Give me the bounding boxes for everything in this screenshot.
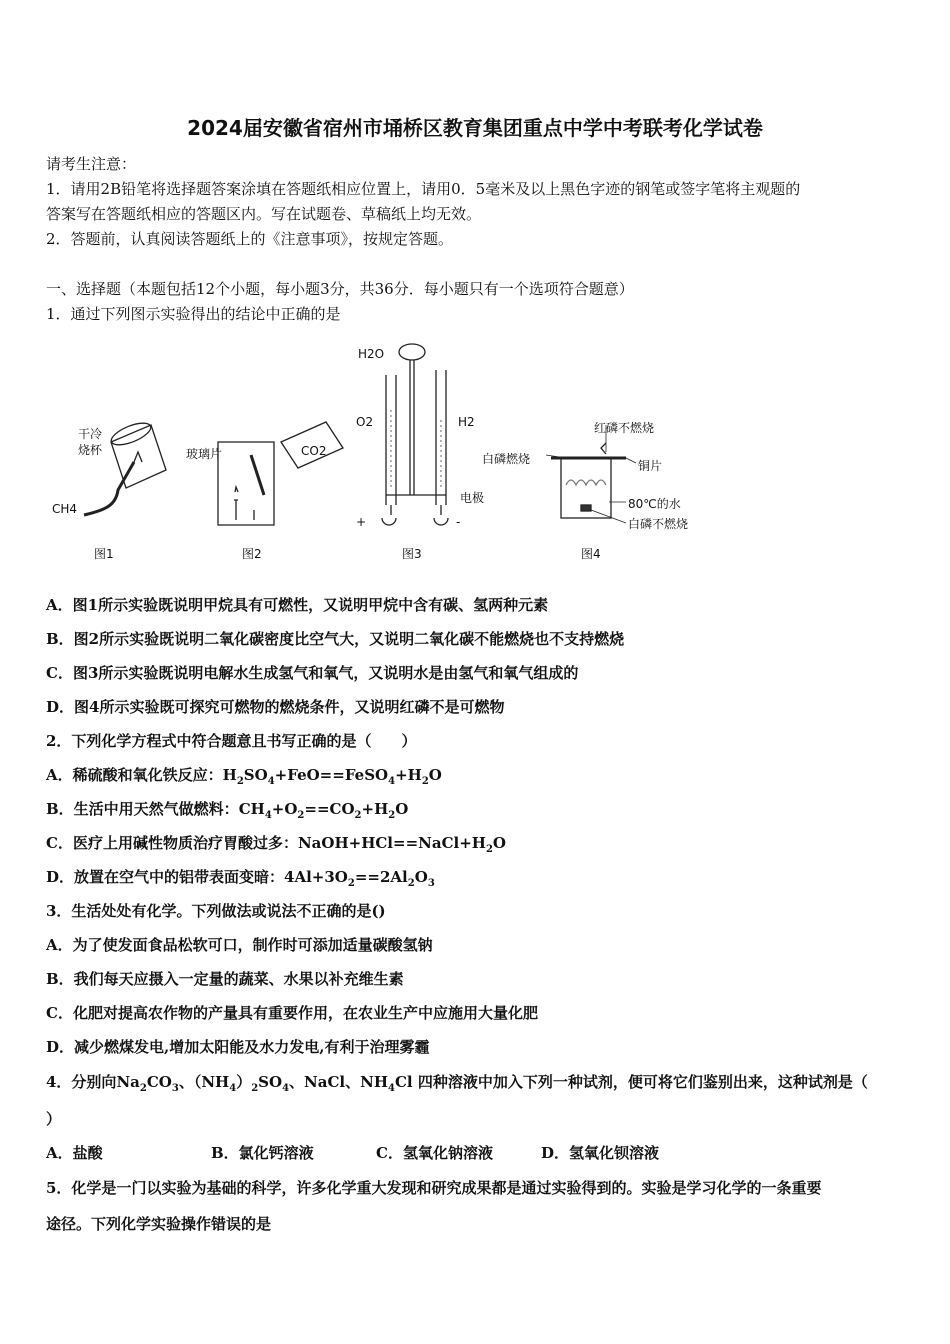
q5-line-1: 5．化学是一门以实验为基础的科学，许多化学重大发现和研究成果都是通过实验得到的。实验是学习化学的一条重要 (46, 1179, 822, 1197)
q2-option-c: C．医疗上用碱性物质治疗胃酸过多：$NaOH+HCl==NaCl+H_2O$ (46, 834, 506, 855)
q2-stem: 2．下列化学方程式中符合题意且书写正确的是（ ） (46, 732, 417, 750)
fig3-h2o: H2O (358, 347, 385, 361)
fig4-water: 80℃的水 (628, 497, 681, 511)
fig4-caption: 图4 (581, 547, 601, 561)
q2-option-d-text: D．放置在空气中的铝带表面变暗： (46, 868, 285, 886)
notice-item-1b: 答案写在答题纸相应的答题区内。写在试题卷、草稿纸上均无效。 (46, 205, 482, 223)
q4-stem-pre: 4．分别向 (46, 1073, 117, 1091)
q2-option-b: B．生活中用天然气做燃料：$CH_4+O_2==CO_2+H_2O$ (46, 800, 409, 821)
q1-stem: 1．通过下列图示实验得出的结论中正确的是 (46, 305, 341, 323)
fig3-electrode: 电极 (460, 491, 485, 505)
fig1-caption: 图1 (94, 547, 114, 561)
fig2-caption: 图2 (242, 547, 262, 561)
q4-option-a: A．盐酸 (46, 1144, 103, 1162)
fig2-gas: CO2 (301, 444, 327, 458)
gas-tube-icon (84, 462, 134, 515)
q4-options (46, 1142, 659, 1163)
q4-option-d: D．氢氧化钡溶液 (541, 1144, 660, 1162)
notice-item-2: 2．答题前，认真阅读答题纸上的《注意事项》，按规定答题。 (46, 230, 454, 248)
q4-stem: 4．分别向$Na_2CO_3$、$(NH_4)_2SO_4$、NaCl、$NH_4Cl$ 四种溶液中加入下列一种试剂，便可将它们鉴别出来，这种试剂是（ (46, 1073, 868, 1094)
beaker-icon (218, 442, 274, 525)
q3-option-a: A．为了使发面食品松软可口，制作时可添加适量碳酸氢钠 (46, 936, 433, 954)
q1-option-d: D．图4所示实验既可探究可燃物的燃烧条件，又说明红磷不是可燃物 (46, 698, 505, 716)
notice-item-1a: 1．请用2B铅笔将选择题答案涂填在答题纸相应位置上，请用0．5毫米及以上黑色字迹的钢笔或签字笔将主观题的 (46, 180, 801, 198)
funnel-icon (399, 344, 425, 360)
q3-stem: 3．生活处处有化学。下列做法或说法不正确的是() (46, 902, 386, 920)
fig4-red: 红磷不燃烧 (594, 421, 655, 435)
fig3-minus: - (456, 515, 461, 529)
beaker-icon (111, 425, 166, 488)
fig1-label-b: 烧杯 (78, 443, 103, 457)
flame-icon (134, 452, 142, 462)
q3-option-b: B．我们每天应摄入一定量的蔬菜、水果以补充维生素 (46, 970, 404, 988)
notice-heading: 请考生注意： (46, 155, 137, 173)
fig4-white-burn: 白磷燃烧 (482, 452, 531, 466)
fig1-label-a: 干冷 (78, 427, 103, 441)
fig1-gas: CH4 (52, 502, 78, 516)
q4-stem-close: ） (46, 1110, 62, 1128)
white-phosphorus-icon (581, 505, 591, 511)
q1-option-b: B．图2所示实验既说明二氧化碳密度比空气大，又说明二氧化碳不能燃烧也不支持燃烧 (46, 630, 625, 648)
fig3-caption: 图3 (402, 547, 422, 561)
q2-option-a: A．稀硫酸和氧化铁反应：$H_2SO_4+FeO==FeSO_4+H_2O$ (46, 766, 442, 787)
fig3-h2: H2 (458, 415, 475, 429)
glass-plate-icon (251, 455, 264, 495)
q2-option-d: D．放置在空气中的铝带表面变暗：$4Al+3O_2==2Al_2O_3$ (46, 868, 435, 889)
fig2-label: 玻璃片 (186, 447, 223, 461)
q1-option-c: C．图3所示实验既说明电解水生成氢气和氧气，又说明水是由氢气和氧气组成的 (46, 664, 579, 682)
q2-option-c-text: C．医疗上用碱性物质治疗胃酸过多： (46, 834, 298, 852)
q4-stem-post: 四种溶液中加入下列一种试剂，便可将它们鉴别出来，这种试剂是（ (417, 1073, 868, 1091)
fig3-o2: O2 (356, 415, 374, 429)
q2-option-a-text: A．稀硫酸和氧化铁反应： (46, 766, 223, 784)
q4-option-c: C．氢氧化钠溶液 (376, 1144, 493, 1162)
fig4-copper: 铜片 (638, 459, 663, 473)
q3-option-d: D．减少燃煤发电,增加太阳能及水力发电,有利于治理雾霾 (46, 1038, 430, 1056)
fig4-white-no: 白磷不燃烧 (628, 517, 689, 531)
tube-right-icon (436, 370, 446, 505)
fig3-plus: + (356, 515, 367, 529)
q3-option-c: C．化肥对提高农作物的产量具有重要作用，在农业生产中应施用大量化肥 (46, 1004, 538, 1022)
q1-figures (46, 330, 726, 565)
candle-icon (234, 500, 238, 520)
section-heading: 一、选择题（本题包括12个小题，每小题3分，共36分．每小题只有一个选项符合题意） (46, 280, 634, 298)
page-title: 2024届安徽省宿州市埇桥区教育集团重点中学中考联考化学试卷 (187, 116, 763, 140)
q1-option-a: A．图1所示实验既说明甲烷具有可燃性，又说明甲烷中含有碳、氢两种元素 (46, 596, 549, 614)
q4-option-b: B．氯化钙溶液 (211, 1144, 314, 1162)
q5-line-2: 途径。下列化学实验操作错误的是 (46, 1215, 272, 1233)
q2-option-b-text: B．生活中用天然气做燃料： (46, 800, 239, 818)
